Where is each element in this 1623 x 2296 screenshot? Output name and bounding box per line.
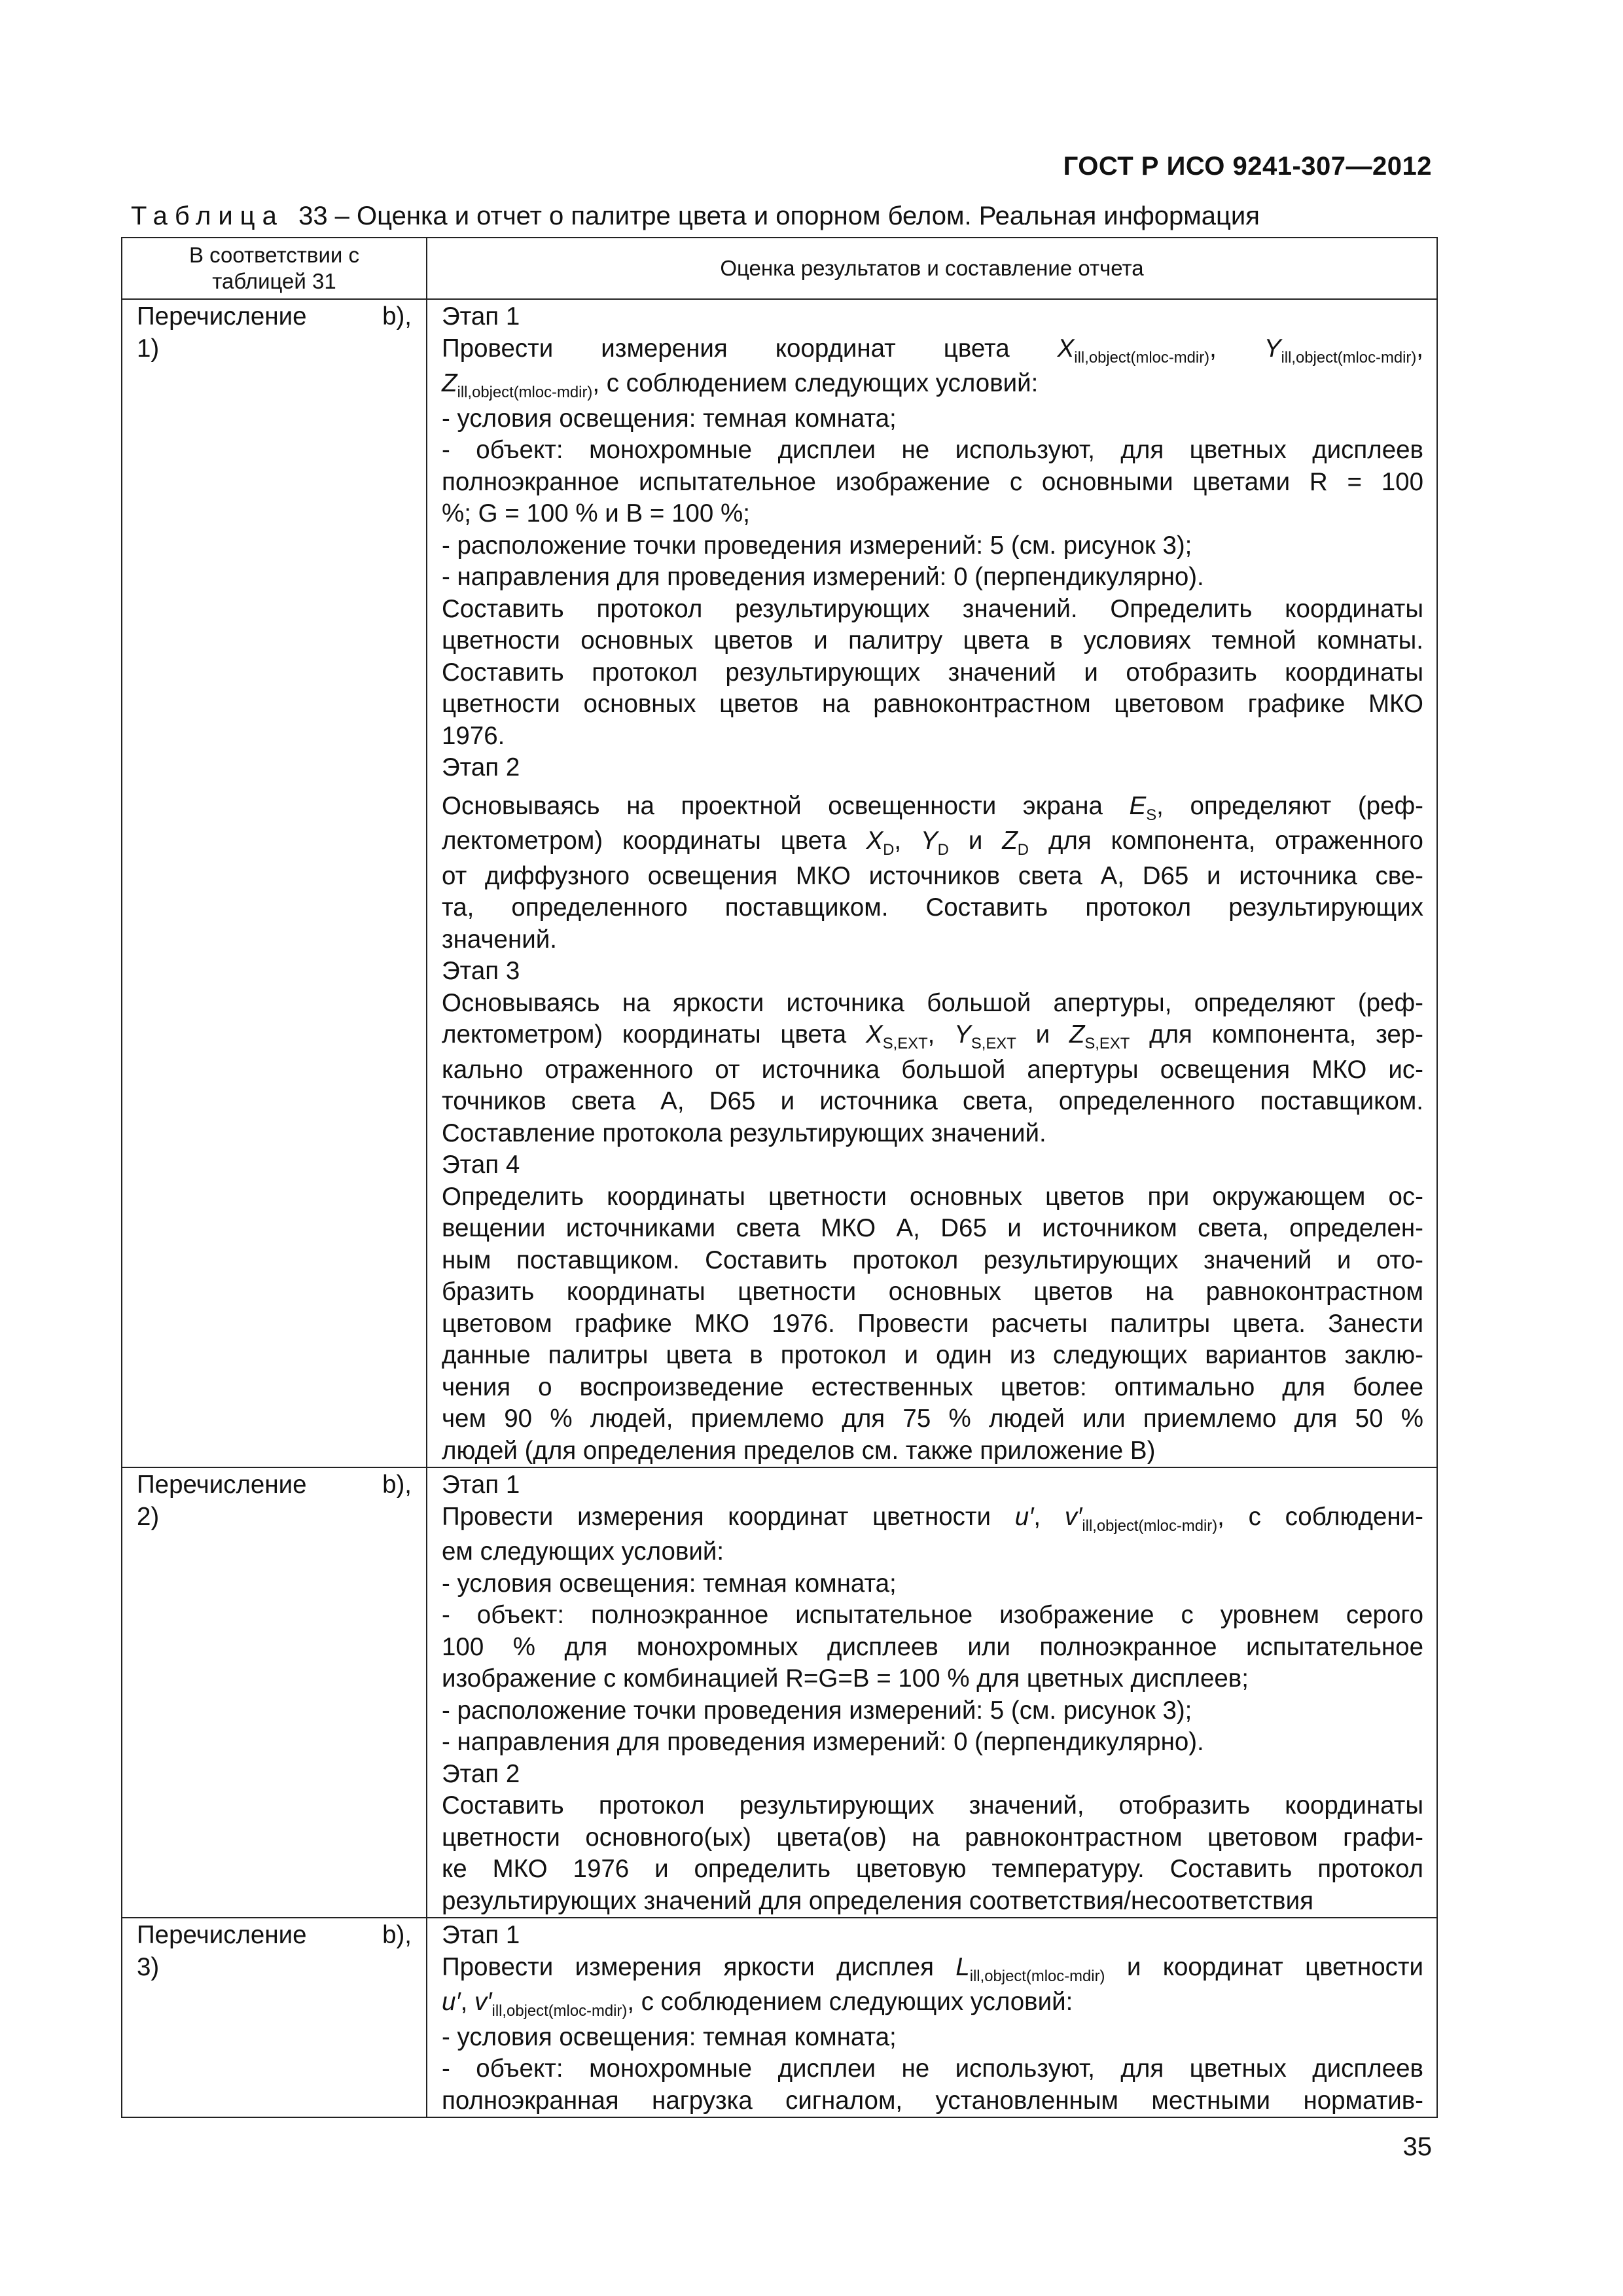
text-line: - объект: монохромные дисплеи не используют, для цветных дисплеев — [442, 436, 1423, 464]
text-line: лектометром) координаты цвета $X_{S,EXT}$, $Y_{S,EXT}$ и $Z_{S,EXT}$ для компонента, зер- — [442, 1020, 1423, 1052]
text-line: $Z_{ill,object(mloc-mdir)}$, с соблюдением следующих условий: — [442, 369, 1039, 401]
text-line: от диффузного освещения МКО источников света А, D65 и источника све- — [442, 861, 1423, 890]
text-line: вещении источниками света МКО А, D65 и источником света, определен- — [442, 1214, 1423, 1242]
text-line: чения о воспроизведение естественных цветов: оптимально для более — [442, 1372, 1423, 1401]
reference-item: b), — [382, 302, 412, 331]
text-line: u′, $v'_{ill,object(mloc-mdir)}$, с соблюдением следующих условий: — [442, 1988, 1073, 2020]
text-line: бразить координаты цветности основных цветов на равноконтрастном — [442, 1278, 1423, 1306]
header-reference-line-1: В соответствии с — [189, 243, 359, 267]
stage-heading: Этап 2 — [442, 753, 520, 781]
text-line: цветности основного(ых) цвета(ов) на равноконтрастном цветовом графи- — [442, 1823, 1423, 1852]
caption-text: 33 – Оценка и отчет о палитре цвета и опорном белом. Реальная информация — [298, 202, 1260, 230]
reference-number: 1) — [137, 334, 160, 363]
text-line: данные палитры цвета в протокол и один из следующих вариантов заклю- — [442, 1341, 1423, 1369]
text-line: цветности основных цветов на равноконтрастном цветовом графике МКО — [442, 690, 1423, 718]
text-line: - расположение точки проведения измерений: 5 (см. рисунок 3); — [442, 531, 1192, 560]
text-line: - условия освещения: темная комната; — [442, 404, 897, 433]
evaluation-table — [121, 237, 1438, 2118]
table-row — [122, 1918, 1437, 2117]
stage-heading: Этап 3 — [442, 957, 520, 985]
table-row — [122, 1467, 1437, 1918]
header-evaluation: Оценка результатов и составление отчета — [427, 238, 1437, 299]
text-line: - объект: полноэкранное испытательное изображение с уровнем серого — [442, 1601, 1423, 1629]
table-row — [122, 299, 1437, 1467]
text-line: Составить протокол результирующих значений и отобразить координаты — [442, 658, 1423, 687]
text-line: ке МКО 1976 и определить цветовую температуру. Составить протокол — [442, 1855, 1423, 1883]
text-line: лектометром) координаты цвета $X_D$, $Y_D$ и $Z_D$ для компонента, отраженного — [442, 827, 1423, 859]
reference-text: Перечисление — [137, 1921, 307, 1949]
text-line: чем 90 % людей, приемлемо для 75 % людей или приемлемо для 50 % — [442, 1405, 1423, 1433]
text-line: людей (для определения пределов см. также приложение В) — [442, 1436, 1156, 1465]
text-line: Определить координаты цветности основных цветов при окружающем ос- — [442, 1182, 1423, 1211]
text-line: цветности основных цветов и палитру цвета в условиях темной комнаты. — [442, 626, 1423, 655]
text-line: Составить протокол результирующих значений, отобразить координаты — [442, 1791, 1423, 1820]
text-line: результирующих значений для определения соответствия/несоответствия — [442, 1886, 1313, 1915]
caption-label: Таблица — [131, 202, 284, 230]
reference-item: b), — [382, 1921, 412, 1949]
text-line: %; G = 100 % и B = 100 %; — [442, 499, 750, 528]
row-reference — [122, 1467, 427, 1918]
text-line: ным поставщиком. Составить протокол результирующих значений и ото- — [442, 1246, 1423, 1274]
text-line: - объект: монохромные дисплеи не используют, для цветных дисплеев — [442, 2054, 1423, 2083]
text-line: цветовом графике МКО 1976. Провести расчеты палитры цвета. Занести — [442, 1309, 1423, 1338]
text-line: полноэкранное испытательное изображение с основными цветами R = 100 — [442, 467, 1423, 496]
row-evaluation — [427, 1467, 1437, 1918]
row-evaluation — [427, 299, 1437, 1467]
reference-number: 2) — [137, 1502, 160, 1531]
table-caption — [131, 202, 1260, 231]
text-line: точников света А, D65 и источника света, определенного поставщиком. — [442, 1087, 1423, 1115]
text-line: - условия освещения: темная комната; — [442, 1569, 897, 1598]
reference-text: Перечисление — [137, 302, 307, 331]
text-line: Провести измерения яркости дисплея $L_{ill,object(mloc-mdir)}$ и координат цветности — [442, 1952, 1423, 1985]
text-line: полноэкранная нагрузка сигналом, установленным местными норматив- — [442, 2086, 1423, 2115]
header-reference-line-2: таблицей 31 — [212, 269, 336, 293]
header-reference — [122, 238, 427, 299]
document-code: ГОСТ Р ИСО 9241-307—2012 — [1063, 152, 1432, 181]
text-line: изображение с комбинацией R=G=B = 100 % для цветных дисплеев; — [442, 1664, 1249, 1693]
text-line: значений. — [442, 925, 557, 954]
row-reference — [122, 1918, 427, 2117]
stage-heading: Этап 1 — [442, 1471, 520, 1499]
text-line: Провести измерения координат цветности u′, $v'_{ill,object(mloc-mdir)}$, с соблюдени- — [442, 1502, 1423, 1535]
stage-heading: Этап 4 — [442, 1151, 520, 1179]
stage-heading: Этап 1 — [442, 1921, 520, 1949]
text-line: - направления для проведения измерений: 0 (перпендикулярно). — [442, 1728, 1204, 1756]
text-line: - направления для проведения измерений: 0 (перпендикулярно). — [442, 563, 1204, 591]
row-evaluation — [427, 1918, 1437, 2117]
text-line: кально отраженного от источника большой апертуры освещения МКО ис- — [442, 1055, 1423, 1084]
text-line: та, определенного поставщиком. Составить протокол результирующих — [442, 893, 1423, 922]
reference-text: Перечисление — [137, 1471, 307, 1499]
text-line: Основываясь на яркости источника большой апертуры, определяют (реф- — [442, 988, 1423, 1017]
table-header-row — [122, 238, 1437, 299]
page-number: 35 — [1402, 2132, 1432, 2161]
text-line: Основываясь на проектной освещенности экрана $E_S$, определяют (реф- — [442, 791, 1423, 824]
stage-heading: Этап 1 — [442, 302, 520, 331]
text-line: - расположение точки проведения измерений: 5 (см. рисунок 3); — [442, 1696, 1192, 1725]
text-line: - условия освещения: темная комната; — [442, 2022, 897, 2051]
text-line: Составление протокола результирующих значений. — [442, 1119, 1046, 1147]
reference-item: b), — [382, 1471, 412, 1499]
text-line: 1976. — [442, 721, 505, 750]
row-reference — [122, 299, 427, 1467]
text-line: Провести измерения координат цвета $X_{ill,object(mloc-mdir)}$, $Y_{ill,object(mloc-mdir)}$, — [442, 334, 1423, 367]
text-line: ем следующих условий: — [442, 1537, 724, 1566]
reference-number: 3) — [137, 1952, 160, 1981]
stage-heading: Этап 2 — [442, 1759, 520, 1788]
text-line: Составить протокол результирующих значений. Определить координаты — [442, 594, 1423, 623]
text-line: 100 % для монохромных дисплеев или полноэкранное испытательное — [442, 1632, 1423, 1661]
